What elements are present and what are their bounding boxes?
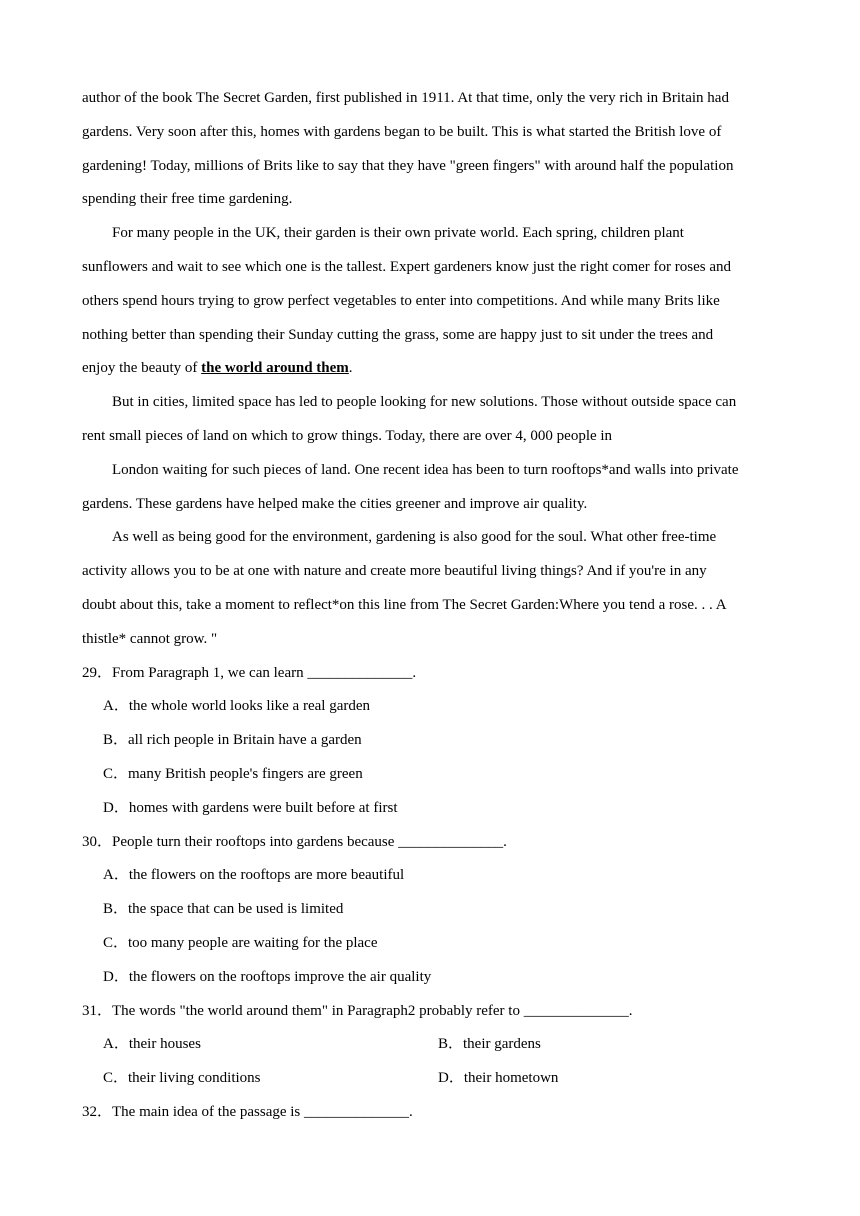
passage-line: As well as being good for the environment, gardening is also good for the soul. What other free-time <box>112 529 717 546</box>
option-b: B．their gardens <box>438 1036 541 1053</box>
option-c: C．too many people are waiting for the place <box>103 934 378 951</box>
option-a: A．their houses <box>103 1036 201 1053</box>
passage-line: gardens. These gardens have helped make the cities greener and improve air quality. <box>82 495 588 512</box>
passage-line: sunflowers and wait to see which one is the tallest. Expert gardeners know just the right comer for roses and <box>82 258 731 275</box>
passage-text: . <box>348 360 353 377</box>
passage-line: doubt about this, take a moment to reflect*on this line from The Secret Garden:Where you tend a rose. . . A <box>82 596 727 613</box>
passage-line <box>82 352 782 386</box>
option-d: D．the flowers on the rooftops improve the air quality <box>103 968 432 985</box>
question-stem: 30．People turn their rooftops into gardens because ______________. <box>82 833 507 850</box>
passage-line: nothing better than spending their Sunday cutting the grass, some are happy just to sit under the trees and <box>82 326 714 343</box>
passage-line: others spend hours trying to grow perfect vegetables to enter into competitions. And while many Brits like <box>82 292 720 309</box>
option-c: C．many British people's fingers are green <box>103 765 363 782</box>
passage-line: London waiting for such pieces of land. One recent idea has been to turn rooftops*and walls into private <box>112 461 739 478</box>
passage-line: rent small pieces of land on which to grow things. Today, there are over 4, 000 people in <box>82 427 613 444</box>
passage-line: author of the book The Secret Garden, first published in 1911. At that time, only the very rich in Britain had <box>82 90 729 106</box>
question-stem: 31．The words "the world around them" in Paragraph2 probably refer to ______________. <box>82 1002 633 1019</box>
option-b: B．all rich people in Britain have a garden <box>103 732 362 749</box>
question-30 <box>82 826 782 995</box>
question-32 <box>82 1096 782 1130</box>
question-29 <box>82 657 782 826</box>
option-d: D．their hometown <box>438 1070 559 1087</box>
option-b: B．the space that can be used is limited <box>103 901 344 918</box>
document-page <box>82 82 782 1130</box>
question-stem: 32．The main idea of the passage is ______________. <box>82 1103 413 1120</box>
underlined-phrase: the world around them <box>201 360 349 377</box>
passage <box>82 82 782 657</box>
passage-line: gardening! Today, millions of Brits like to say that they have "green fingers" with around half the population <box>82 157 734 174</box>
question-stem: 29．From Paragraph 1, we can learn ______________. <box>82 664 417 681</box>
passage-line: But in cities, limited space has led to people looking for new solutions. Those without outside space can <box>112 394 737 411</box>
option-row <box>82 1028 782 1062</box>
question-31 <box>82 995 782 1096</box>
option-a: A．the whole world looks like a real garden <box>103 698 371 715</box>
option-a: A．the flowers on the rooftops are more beautiful <box>103 867 405 884</box>
passage-line: spending their free time gardening. <box>82 191 293 208</box>
option-d: D．homes with gardens were built before at first <box>103 799 398 816</box>
passage-line: activity allows you to be at one with nature and create more beautiful living things? And if you're in any <box>82 563 707 580</box>
option-c: C．their living conditions <box>103 1070 261 1087</box>
passage-line: For many people in the UK, their garden is their own private world. Each spring, children plant <box>112 225 684 242</box>
passage-line: gardens. Very soon after this, homes with gardens began to be built. This is what started the British love of <box>82 123 722 140</box>
option-row <box>82 1062 782 1096</box>
passage-line: thistle* cannot grow. " <box>82 630 218 647</box>
passage-text: enjoy the beauty of <box>82 360 202 377</box>
